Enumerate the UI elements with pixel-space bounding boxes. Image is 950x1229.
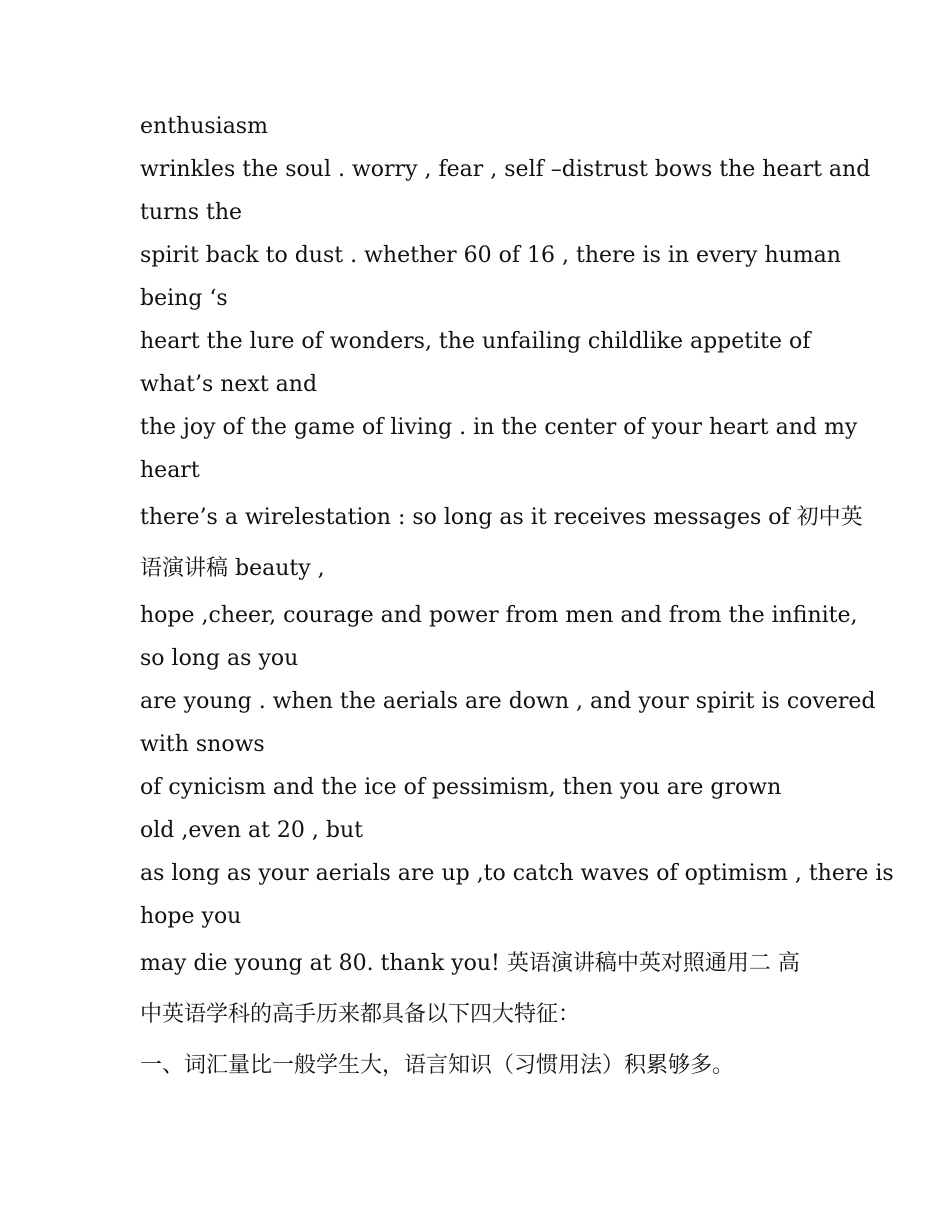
text-line: with snows (140, 732, 265, 757)
text-line: 语演讲稿 beauty , (140, 556, 325, 581)
text-line: spirit back to dust . whether 60 of 16 , there is in every human (140, 243, 841, 268)
text-line: there’s a wirelestation : so long as it receives messages of 初中英 (140, 505, 863, 530)
text-line: heart the lure of wonders, the unfailing childlike appetite of (140, 329, 811, 354)
text-line: heart (140, 458, 200, 483)
text-line: may die young at 80. thank you! 英语演讲稿中英对照通用二 高 (140, 951, 800, 976)
text-line: the joy of the game of living . in the center of your heart and my (140, 415, 858, 440)
text-line: hope ,cheer, courage and power from men and from the infinite, (140, 603, 858, 628)
text-line: so long as you (140, 646, 299, 671)
text-line: 中英语学科的高手历来都具备以下四大特征： (140, 1002, 581, 1027)
text-line: 一、词汇量比一般学生大，语言知识（习惯用法）积累够多。 (140, 1053, 735, 1078)
body-text (140, 105, 894, 1091)
text-line: turns the (140, 200, 243, 225)
text-line: wrinkles the soul . worry , fear , self –distrust bows the heart and (140, 157, 871, 182)
text-line: are young . when the aerials are down , and your spirit is covered (140, 689, 876, 714)
text-line: being ‘s (140, 286, 228, 311)
text-line: as long as your aerials are up ,to catch waves of optimism , there is (140, 861, 894, 886)
text-line: of cynicism and the ice of pessimism, then you are grown (140, 775, 782, 800)
text-line: old ,even at 20 , but (140, 818, 363, 843)
text-line: what’s next and (140, 372, 318, 397)
text-line: enthusiasm (140, 114, 268, 139)
text-line: hope you (140, 904, 242, 929)
